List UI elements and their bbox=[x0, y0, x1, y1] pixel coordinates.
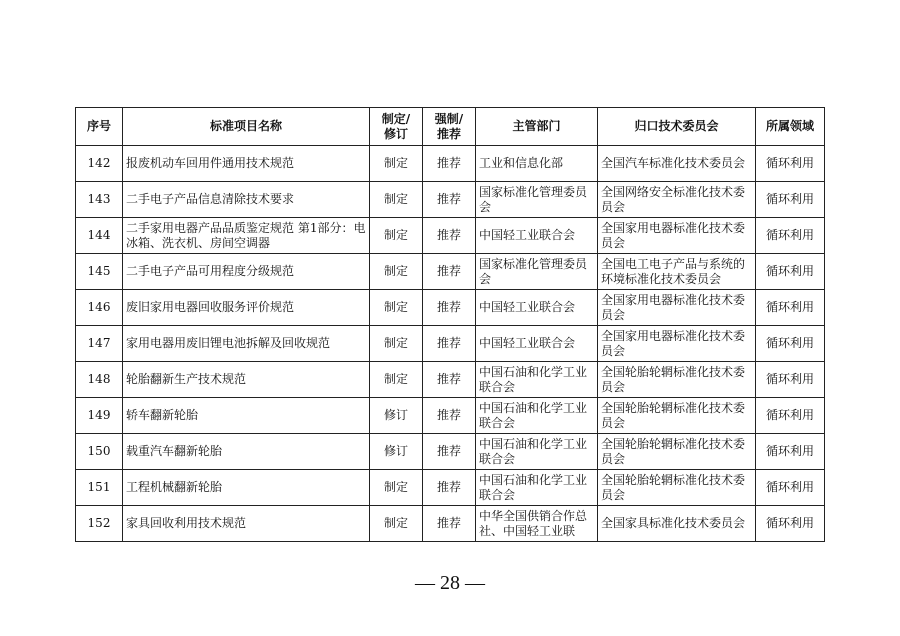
table-row bbox=[76, 290, 825, 326]
cell-nature: 推荐 bbox=[423, 506, 476, 542]
table-row bbox=[76, 434, 825, 470]
cell-domain: 循环利用 bbox=[756, 254, 825, 290]
cell-name: 二手家用电器产品品质鉴定规范 第1部分：电冰箱、洗衣机、房间空调器 bbox=[123, 218, 370, 254]
table-row bbox=[76, 326, 825, 362]
header-name: 标准项目名称 bbox=[123, 108, 370, 146]
cell-domain: 循环利用 bbox=[756, 146, 825, 182]
cell-nature: 推荐 bbox=[423, 182, 476, 218]
cell-seq: 146 bbox=[76, 290, 123, 326]
cell-committee: 全国轮胎轮辋标准化技术委员会 bbox=[598, 470, 756, 506]
cell-nature: 推荐 bbox=[423, 326, 476, 362]
cell-domain: 循环利用 bbox=[756, 506, 825, 542]
header-domain: 所属领域 bbox=[756, 108, 825, 146]
cell-nature: 推荐 bbox=[423, 470, 476, 506]
cell-seq: 151 bbox=[76, 470, 123, 506]
cell-nature: 推荐 bbox=[423, 218, 476, 254]
cell-dept: 中华全国供销合作总社、中国轻工业联 bbox=[476, 506, 598, 542]
cell-committee: 全国电工电子产品与系统的环境标准化技术委员会 bbox=[598, 254, 756, 290]
cell-dept: 中国轻工业联合会 bbox=[476, 326, 598, 362]
cell-name: 轮胎翻新生产技术规范 bbox=[123, 362, 370, 398]
header-type-line2: 修订 bbox=[383, 126, 408, 141]
cell-name: 轿车翻新轮胎 bbox=[123, 398, 370, 434]
cell-type: 制定 bbox=[370, 470, 423, 506]
cell-name: 废旧家用电器回收服务评价规范 bbox=[123, 290, 370, 326]
cell-domain: 循环利用 bbox=[756, 470, 825, 506]
cell-seq: 142 bbox=[76, 146, 123, 182]
cell-committee: 全国家具标准化技术委员会 bbox=[598, 506, 756, 542]
cell-dept: 国家标准化管理委员会 bbox=[476, 182, 598, 218]
cell-name: 载重汽车翻新轮胎 bbox=[123, 434, 370, 470]
table-row bbox=[76, 398, 825, 434]
page-number: — 28 — bbox=[415, 572, 485, 594]
cell-type: 制定 bbox=[370, 254, 423, 290]
cell-seq: 149 bbox=[76, 398, 123, 434]
cell-type: 制定 bbox=[370, 326, 423, 362]
cell-nature: 推荐 bbox=[423, 398, 476, 434]
cell-domain: 循环利用 bbox=[756, 362, 825, 398]
table-row bbox=[76, 254, 825, 290]
cell-dept: 中国石油和化学工业联合会 bbox=[476, 398, 598, 434]
table-row bbox=[76, 146, 825, 182]
table-row bbox=[76, 362, 825, 398]
cell-seq: 152 bbox=[76, 506, 123, 542]
cell-committee: 全国网络安全标准化技术委员会 bbox=[598, 182, 756, 218]
table-header-row bbox=[76, 108, 825, 146]
cell-nature: 推荐 bbox=[423, 434, 476, 470]
cell-committee: 全国轮胎轮辋标准化技术委员会 bbox=[598, 434, 756, 470]
header-type bbox=[370, 108, 423, 146]
cell-type: 修订 bbox=[370, 398, 423, 434]
cell-seq: 144 bbox=[76, 218, 123, 254]
cell-domain: 循环利用 bbox=[756, 434, 825, 470]
cell-type: 修订 bbox=[370, 434, 423, 470]
table-row bbox=[76, 218, 825, 254]
cell-name: 工程机械翻新轮胎 bbox=[123, 470, 370, 506]
cell-nature: 推荐 bbox=[423, 290, 476, 326]
cell-domain: 循环利用 bbox=[756, 398, 825, 434]
header-nature-line1: 强制/ bbox=[434, 111, 464, 126]
header-nature-line2: 推荐 bbox=[436, 126, 461, 141]
cell-name: 家具回收利用技术规范 bbox=[123, 506, 370, 542]
cell-nature: 推荐 bbox=[423, 254, 476, 290]
cell-domain: 循环利用 bbox=[756, 218, 825, 254]
cell-dept: 中国石油和化学工业联合会 bbox=[476, 434, 598, 470]
header-type-line1: 制定/ bbox=[381, 111, 411, 126]
header-seq: 序号 bbox=[76, 108, 123, 146]
cell-seq: 150 bbox=[76, 434, 123, 470]
cell-committee: 全国家用电器标准化技术委员会 bbox=[598, 290, 756, 326]
cell-seq: 143 bbox=[76, 182, 123, 218]
cell-committee: 全国家用电器标准化技术委员会 bbox=[598, 218, 756, 254]
cell-dept: 中国轻工业联合会 bbox=[476, 290, 598, 326]
cell-dept: 工业和信息化部 bbox=[476, 146, 598, 182]
cell-type: 制定 bbox=[370, 506, 423, 542]
cell-name: 家用电器用废旧锂电池拆解及回收规范 bbox=[123, 326, 370, 362]
cell-committee: 全国轮胎轮辋标准化技术委员会 bbox=[598, 398, 756, 434]
header-dept: 主管部门 bbox=[476, 108, 598, 146]
cell-type: 制定 bbox=[370, 182, 423, 218]
cell-seq: 147 bbox=[76, 326, 123, 362]
cell-committee: 全国家用电器标准化技术委员会 bbox=[598, 326, 756, 362]
cell-domain: 循环利用 bbox=[756, 326, 825, 362]
table-row bbox=[76, 470, 825, 506]
cell-name: 二手电子产品信息清除技术要求 bbox=[123, 182, 370, 218]
header-committee: 归口技术委员会 bbox=[598, 108, 756, 146]
cell-name: 二手电子产品可用程度分级规范 bbox=[123, 254, 370, 290]
cell-name: 报废机动车回用件通用技术规范 bbox=[123, 146, 370, 182]
cell-dept: 中国轻工业联合会 bbox=[476, 218, 598, 254]
cell-committee: 全国汽车标准化技术委员会 bbox=[598, 146, 756, 182]
header-nature bbox=[423, 108, 476, 146]
cell-type: 制定 bbox=[370, 362, 423, 398]
cell-dept: 国家标准化管理委员会 bbox=[476, 254, 598, 290]
cell-seq: 148 bbox=[76, 362, 123, 398]
table-row bbox=[76, 506, 825, 542]
cell-type: 制定 bbox=[370, 290, 423, 326]
cell-dept: 中国石油和化学工业联合会 bbox=[476, 470, 598, 506]
table-row bbox=[76, 182, 825, 218]
cell-type: 制定 bbox=[370, 146, 423, 182]
cell-domain: 循环利用 bbox=[756, 290, 825, 326]
cell-domain: 循环利用 bbox=[756, 182, 825, 218]
cell-committee: 全国轮胎轮辋标准化技术委员会 bbox=[598, 362, 756, 398]
cell-nature: 推荐 bbox=[423, 362, 476, 398]
cell-dept: 中国石油和化学工业联合会 bbox=[476, 362, 598, 398]
standards-table bbox=[75, 107, 825, 542]
cell-seq: 145 bbox=[76, 254, 123, 290]
cell-nature: 推荐 bbox=[423, 146, 476, 182]
cell-type: 制定 bbox=[370, 218, 423, 254]
